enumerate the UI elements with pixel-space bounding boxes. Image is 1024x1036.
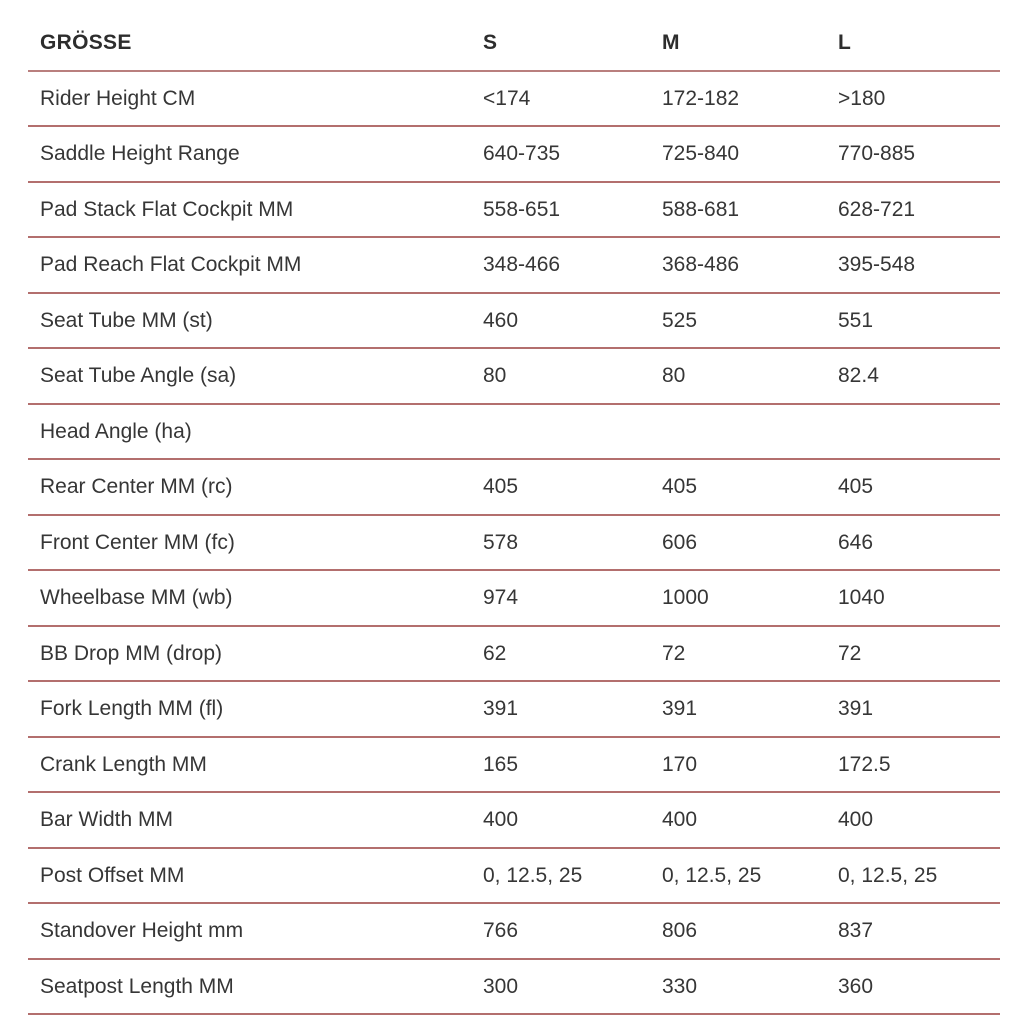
row-value: 165 <box>483 752 519 776</box>
row-value: 170 <box>662 752 698 776</box>
row-value: 400 <box>483 808 519 832</box>
row-value: 405 <box>662 475 698 499</box>
row-value: 837 <box>838 919 874 943</box>
row-label: Pad Reach Flat Cockpit MM <box>40 253 302 277</box>
row-value: 172.5 <box>838 752 891 776</box>
table-row <box>28 183 1000 239</box>
row-value: 72 <box>662 641 686 665</box>
table-row <box>28 904 1000 960</box>
row-value: 0, 12.5, 25 <box>838 863 938 887</box>
row-label: Rear Center MM (rc) <box>40 475 233 499</box>
row-label: Post Offset MM <box>40 863 185 887</box>
table-row <box>28 738 1000 794</box>
row-value: 588-681 <box>662 197 740 221</box>
row-label: Front Center MM (fc) <box>40 530 235 554</box>
row-label: Seat Tube MM (st) <box>40 308 213 332</box>
row-label: Pad Stack Flat Cockpit MM <box>40 197 294 221</box>
table-row <box>28 627 1000 683</box>
row-value: 766 <box>483 919 519 943</box>
table-row <box>28 405 1000 461</box>
table-row <box>28 793 1000 849</box>
row-value: 330 <box>662 974 698 998</box>
row-value: 646 <box>838 530 874 554</box>
row-value: 395-548 <box>838 253 916 277</box>
row-value: <174 <box>483 86 531 110</box>
table-row <box>28 72 1000 128</box>
row-value: 578 <box>483 530 519 554</box>
row-value: >180 <box>838 86 886 110</box>
row-value: 551 <box>838 308 874 332</box>
row-value: 172-182 <box>662 86 740 110</box>
table-row <box>28 460 1000 516</box>
row-value: 640-735 <box>483 142 561 166</box>
geometry-spec-table <box>28 16 1000 1015</box>
row-value: 300 <box>483 974 519 998</box>
row-value: 400 <box>662 808 698 832</box>
row-label: Seatpost Length MM <box>40 974 234 998</box>
column-header-s: S <box>483 31 498 55</box>
row-value: 348-466 <box>483 253 561 277</box>
row-value: 1000 <box>662 586 709 610</box>
row-value: 72 <box>838 641 862 665</box>
row-label: Wheelbase MM (wb) <box>40 586 233 610</box>
row-value: 80 <box>662 364 686 388</box>
table-row <box>28 682 1000 738</box>
row-value: 405 <box>483 475 519 499</box>
row-label: Rider Height CM <box>40 86 196 110</box>
row-label: Fork Length MM (fl) <box>40 697 224 721</box>
table-row <box>28 238 1000 294</box>
row-value: 1040 <box>838 586 885 610</box>
row-value: 0, 12.5, 25 <box>483 863 583 887</box>
row-value: 391 <box>662 697 698 721</box>
column-header-size: GRÖSSE <box>40 31 132 55</box>
row-value: 368-486 <box>662 253 740 277</box>
table-header-row <box>28 16 1000 72</box>
row-value: 391 <box>483 697 519 721</box>
row-value: 725-840 <box>662 142 740 166</box>
row-value: 806 <box>662 919 698 943</box>
row-value: 360 <box>838 974 874 998</box>
row-value: 558-651 <box>483 197 561 221</box>
row-label: Head Angle (ha) <box>40 419 192 443</box>
column-header-l: L <box>838 31 852 55</box>
column-header-m: M <box>662 31 680 55</box>
row-value: 525 <box>662 308 698 332</box>
table-row <box>28 516 1000 572</box>
row-label: Crank Length MM <box>40 752 207 776</box>
table-row <box>28 571 1000 627</box>
row-value: 606 <box>662 530 698 554</box>
row-value: 82.4 <box>838 364 879 388</box>
table-row <box>28 127 1000 183</box>
row-value: 460 <box>483 308 519 332</box>
table-row <box>28 849 1000 905</box>
table-body <box>28 72 1000 1016</box>
row-label: BB Drop MM (drop) <box>40 641 223 665</box>
row-value: 400 <box>838 808 874 832</box>
table-row <box>28 294 1000 350</box>
row-value: 80 <box>483 364 507 388</box>
row-value: 770-885 <box>838 142 916 166</box>
table-row <box>28 349 1000 405</box>
row-label: Bar Width MM <box>40 808 174 832</box>
row-label: Standover Height mm <box>40 919 244 943</box>
row-value: 628-721 <box>838 197 916 221</box>
row-label: Seat Tube Angle (sa) <box>40 364 237 388</box>
row-value: 405 <box>838 475 874 499</box>
row-value: 62 <box>483 641 507 665</box>
row-label: Saddle Height Range <box>40 142 240 166</box>
table-row <box>28 960 1000 1016</box>
row-value: 391 <box>838 697 874 721</box>
row-value: 974 <box>483 586 519 610</box>
row-value: 0, 12.5, 25 <box>662 863 762 887</box>
